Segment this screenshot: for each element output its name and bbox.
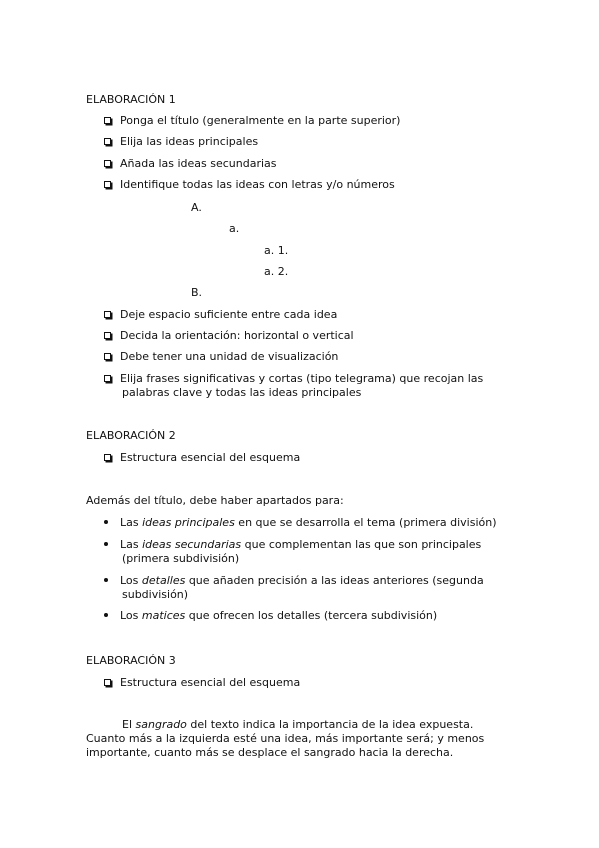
bullet-icon: [104, 578, 108, 582]
bullet-icon: [104, 613, 108, 617]
list-item: Añada las ideas secundarias: [104, 157, 277, 171]
checkbox-square-icon: [104, 160, 111, 167]
checkbox-square-icon: [104, 353, 111, 360]
list-item: Decida la orientación: horizontal o vertical: [104, 329, 354, 343]
bullet-item: Los detalles que añaden precisión a las ideas anteriores (segunda: [104, 574, 484, 588]
outline-label: a. 1.: [264, 244, 289, 257]
bullet-item: Las ideas secundarias que complementan las que son principales: [104, 538, 481, 552]
list-item: Estructura esencial del esquema: [104, 451, 300, 465]
list-item: Debe tener una unidad de visualización: [104, 350, 338, 364]
heading-elaboracion-3: ELABORACIÓN 3: [86, 654, 176, 667]
checkbox-square-icon: [104, 138, 111, 145]
paragraph-line: El sangrado del texto indica la importancia de la idea expuesta.: [122, 718, 474, 731]
heading-elaboracion-2: ELABORACIÓN 2: [86, 429, 176, 442]
bullet-icon: [104, 542, 108, 546]
list-item: Ponga el título (generalmente en la parte superior): [104, 114, 400, 128]
paragraph-line: Cuanto más a la izquierda esté una idea, más importante será; y menos: [86, 732, 485, 745]
bullet-icon: [104, 520, 108, 524]
bullet-item: Las ideas principales en que se desarrolla el tema (primera división): [104, 516, 497, 530]
checkbox-square-icon: [104, 181, 111, 188]
bullet-continuation: subdivisión): [122, 588, 189, 601]
list-item: Elija las ideas principales: [104, 135, 258, 149]
heading-elaboracion-1: ELABORACIÓN 1: [86, 93, 176, 106]
outline-label: B.: [191, 286, 203, 299]
paragraph-line: importante, cuanto más se desplace el sangrado hacia la derecha.: [86, 746, 454, 759]
checkbox-square-icon: [104, 311, 111, 318]
outline-label: A.: [191, 201, 202, 214]
list-item-continuation: palabras clave y todas las ideas principales: [122, 386, 362, 399]
checkbox-square-icon: [104, 679, 111, 686]
checkbox-square-icon: [104, 117, 111, 124]
bullet-continuation: (primera subdivisión): [122, 552, 240, 565]
list-item: Estructura esencial del esquema: [104, 676, 300, 690]
checkbox-square-icon: [104, 332, 111, 339]
list-item: Elija frases significativas y cortas (tipo telegrama) que recojan las: [104, 372, 483, 386]
outline-label: a. 2.: [264, 265, 289, 278]
bullet-item: Los matices que ofrecen los detalles (tercera subdivisión): [104, 609, 437, 623]
outline-label: a.: [229, 222, 240, 235]
checkbox-square-icon: [104, 454, 111, 461]
intro-text: Además del título, debe haber apartados para:: [86, 494, 344, 507]
checkbox-square-icon: [104, 375, 111, 382]
list-item: Identifique todas las ideas con letras y/o números: [104, 178, 395, 192]
list-item: Deje espacio suficiente entre cada idea: [104, 308, 337, 322]
